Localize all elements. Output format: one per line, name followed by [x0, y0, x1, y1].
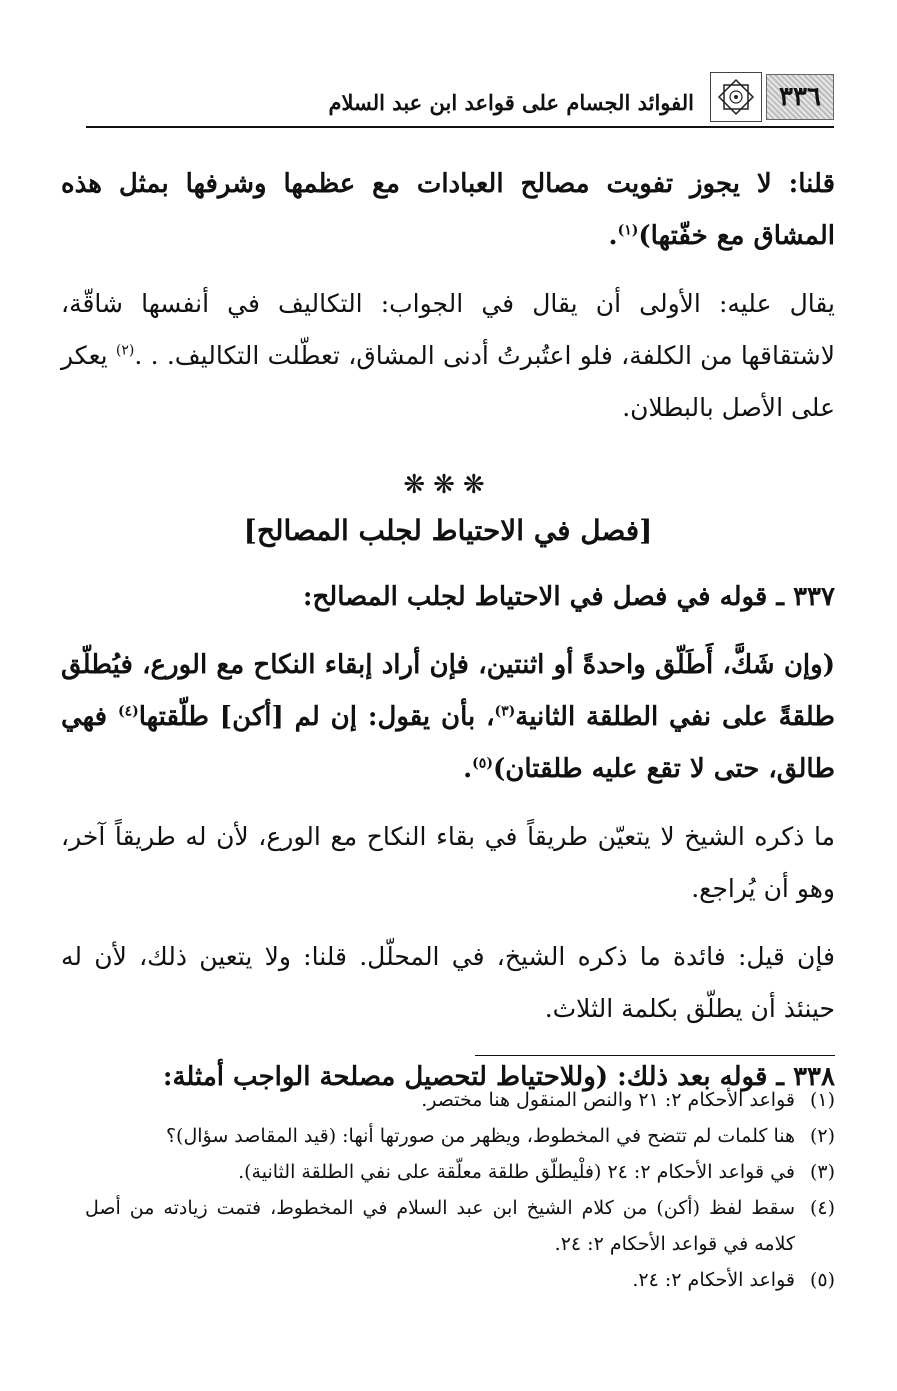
paragraph-commentary-2: فإن قيل: فائدة ما ذكره الشيخ، في المحلّل. قلنا: ولا يتعين ذلك، لأن له حينئذ أن يطلّق بكلمة الثلاث. [61, 942, 835, 1023]
paragraph-337-heading: ٣٣٧ ـ قوله في فصل في الاحتياط لجلب المصالح: [302, 582, 835, 612]
section-title: [فصل في الاحتياط لجلب المصالح] [243, 514, 653, 547]
octagram-ornament-icon [710, 72, 762, 122]
main-text [61, 158, 835, 1119]
footnote-ref-4[interactable]: (٤) [117, 703, 139, 720]
header-divider [86, 126, 834, 128]
footnote-item [85, 1082, 835, 1118]
paragraph-2: يقال عليه: الأولى أن يقال في الجواب: التكاليف في أنفسها شاقّة، لاشتقاقها من الكلفة، فلو اعتُبرتُ أدنى المشاق، تعطّلت التكاليف. . .$^{(٢)}$ يعكر على الأصل بالبطلان. [61, 289, 835, 422]
footnote-text: سقط لفظ (أكن) من كلام الشيخ ابن عبد السلام في المخطوط، فتمت زيادته من أصل كلامه في قواعد الأحكام ٢: ٢٤. [85, 1197, 795, 1255]
footnote-item [85, 1118, 835, 1154]
footnote-divider [475, 1055, 835, 1056]
footnote-text: قواعد الأحكام ٢: ٢١ والنص المنقول هنا مختصر. [421, 1089, 795, 1111]
paragraph-338-heading: ٣٣٨ ـ قوله بعد ذلك: (وللاحتياط لتحصيل مصلحة الواجب أمثلة: [162, 1062, 835, 1092]
footnote-ref-1[interactable]: (١) [617, 222, 639, 239]
section-separator-stars: ❋❋❋ [403, 470, 493, 500]
footnote-text: في قواعد الأحكام ٢: ٢٤ (فلْيطلّق طلقة معلّقة على نفي الطلقة الثانية). [238, 1161, 795, 1183]
footnote-number: (٤) [809, 1197, 835, 1219]
footnote-ref-2[interactable]: (٢) [115, 342, 135, 359]
page-header [86, 66, 834, 128]
footnote-number: (١) [809, 1089, 835, 1111]
footnote-text: هنا كلمات لم تتضح في المخطوط، ويظهر من صورتها أنها: (قيد المقاصد سؤال)؟ [165, 1125, 795, 1147]
paragraph-1: قلنا: لا يجوز تفويت مصالح العبادات مع عظمها وشرفها بمثل هذه المشاق مع خفّتها)$^{(١)}$. [61, 169, 835, 251]
footnote-item [85, 1262, 835, 1298]
footnote-item [85, 1190, 835, 1262]
footnote-number: (٥) [809, 1269, 835, 1291]
book-title: الفوائد الجسام على قواعد ابن عبد السلام [328, 90, 694, 115]
page-number: ٣٣٦ [766, 74, 834, 120]
footnote-number: (٣) [809, 1161, 835, 1183]
paragraph-commentary-1: ما ذكره الشيخ لا يتعيّن طريقاً في بقاء النكاح مع الورع، لأن له طريقاً آخر، وهو أن يُراجع. [61, 822, 835, 903]
footnote-item [85, 1154, 835, 1190]
footnote-text: قواعد الأحكام ٢: ٢٤. [632, 1269, 795, 1291]
footnote-ref-3[interactable]: (٣) [494, 703, 516, 720]
footnotes [85, 1082, 835, 1298]
footnote-number: (٢) [809, 1125, 835, 1147]
footnote-ref-5[interactable]: (٥) [472, 755, 493, 772]
paragraph-337-quote: (وإن شَكَّ، أَطَلّق واحدةً أو اثنتين، فإن أراد إبقاء النكاح مع الورع، فيُطلّق طلقةً على نفي الطلقة الثانية$^{(٣)}$، بأن يقول: إن لم [أكن] طلّقتها$^{(٤)}$ فهي طالق، حتى لا تقع عليه طلقتان)$^{(٥)}$. [61, 650, 835, 784]
